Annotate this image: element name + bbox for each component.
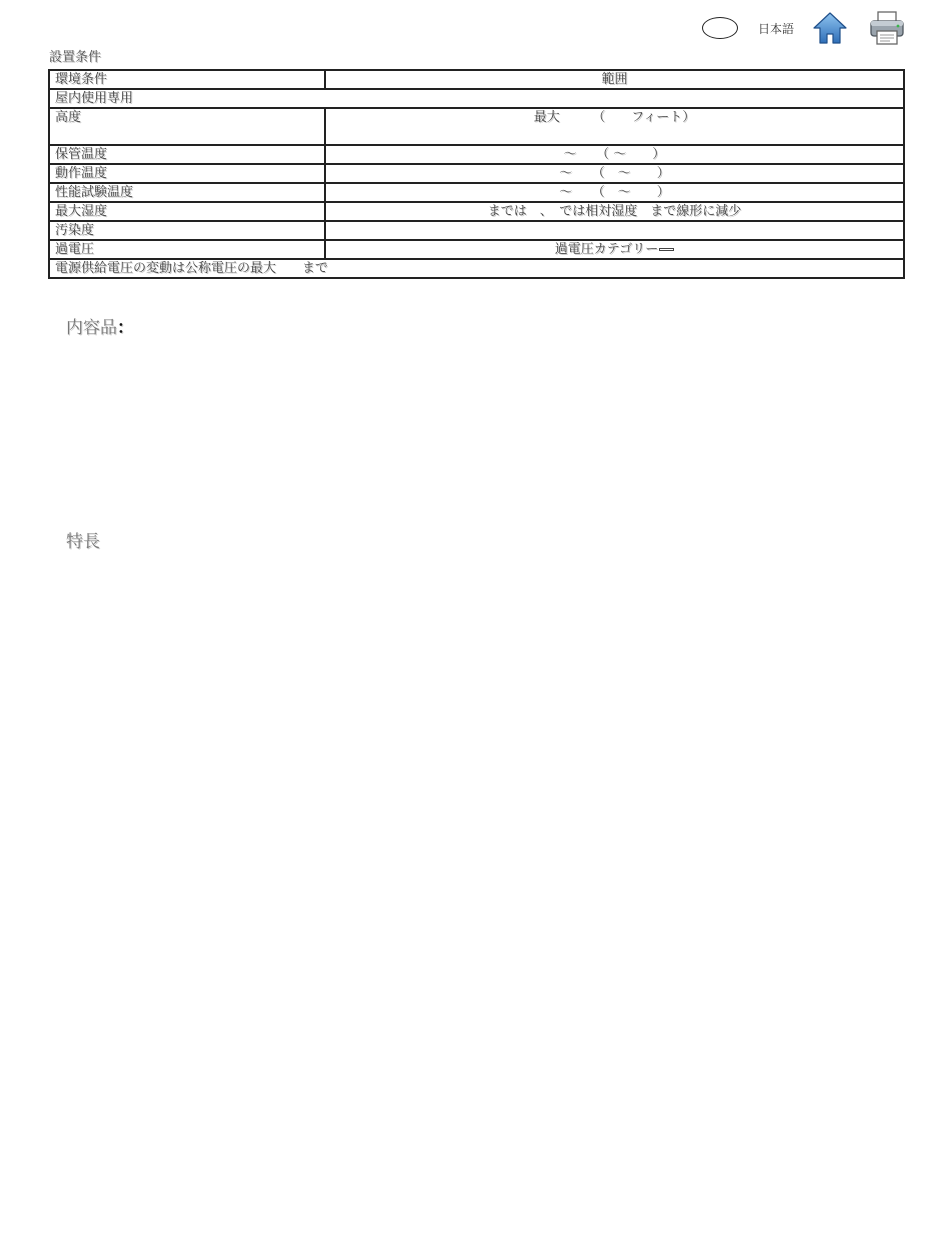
- table-row: [49, 240, 904, 259]
- table-row: [49, 183, 904, 202]
- table-row: [49, 221, 904, 240]
- range-text: 過電圧カテゴリー: [554, 242, 659, 257]
- range-cell: [325, 240, 904, 259]
- language-link[interactable]: 日本語: [757, 21, 794, 36]
- oval-icon[interactable]: [702, 17, 738, 39]
- dash-mark: [659, 248, 674, 251]
- table-footer-row: [49, 259, 904, 278]
- section-title: 設置条件: [49, 50, 102, 65]
- condition-cell: 保管温度: [49, 145, 325, 164]
- top-toolbar: [702, 8, 906, 48]
- range-cell: ～ （ ～ ）: [325, 183, 904, 202]
- condition-cell: 高度: [49, 108, 325, 145]
- range-cell: [325, 221, 904, 240]
- condition-cell: 動作温度: [49, 164, 325, 183]
- header-condition: 環境条件: [49, 70, 325, 89]
- range-cell: までは 、 では相対湿度 まで線形に減少: [325, 202, 904, 221]
- table-row: [49, 108, 904, 145]
- range-cell: 最大 （ フィート）: [325, 108, 904, 145]
- table-row: [49, 145, 904, 164]
- range-cell: ～ （ ～ ）: [325, 164, 904, 183]
- features-heading: 特長: [66, 532, 100, 552]
- contents-heading-text: 内容品: [66, 318, 117, 338]
- printer-icon[interactable]: [868, 9, 906, 47]
- table-header-row: [49, 70, 904, 89]
- condition-cell: 汚染度: [49, 221, 325, 240]
- table-row: [49, 89, 904, 108]
- condition-cell: 最大湿度: [49, 202, 325, 221]
- table-row: [49, 202, 904, 221]
- voltage-fluctuation-note: 電源供給電圧の変動は公称電圧の最大 まで: [49, 259, 904, 278]
- condition-cell: 性能試験温度: [49, 183, 325, 202]
- contents-heading: [66, 313, 134, 338]
- range-cell: ～ （ ～ ）: [325, 145, 904, 164]
- contents-colon: ：: [117, 318, 134, 338]
- condition-cell: 過電圧: [49, 240, 325, 259]
- home-icon[interactable]: [812, 10, 848, 46]
- header-range: 範囲: [325, 70, 904, 89]
- installation-conditions-table: [48, 69, 905, 279]
- indoor-only-cell: 屋内使用専用: [49, 89, 904, 108]
- table-row: [49, 164, 904, 183]
